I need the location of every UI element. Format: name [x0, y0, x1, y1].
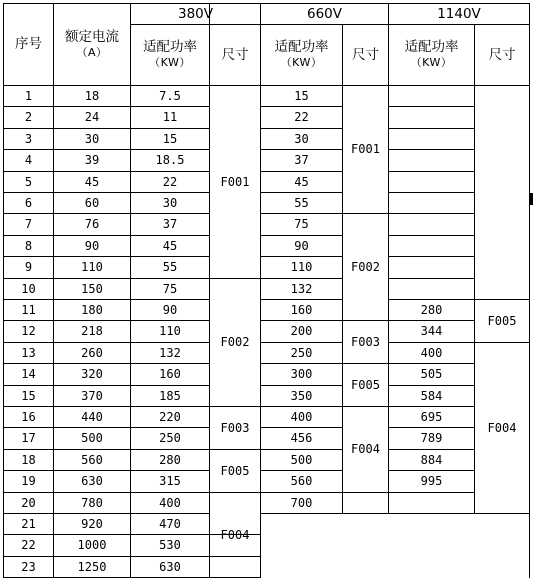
row-power-660-cell — [261, 129, 342, 149]
size-cell-660 — [343, 321, 388, 363]
row-power-660-cell — [261, 407, 342, 427]
row-power-660: 400 — [290, 409, 313, 424]
row-power-380-cell — [131, 471, 209, 492]
size-cell-660 — [343, 493, 388, 513]
row-current: 1000 — [77, 538, 107, 552]
row-seq: 18 — [21, 452, 36, 467]
size-cell-660 — [343, 364, 388, 406]
header-power — [261, 25, 342, 85]
row-current-cell — [54, 129, 130, 149]
row-power-660-cell — [261, 172, 342, 192]
row-power-380: 11 — [162, 110, 178, 124]
row-power-380-cell — [131, 535, 209, 556]
row-power-1140: 789 — [420, 431, 443, 445]
row-power-660: 300 — [290, 367, 313, 381]
row-power-380-cell — [131, 150, 209, 171]
header-size-label: 尺寸 — [352, 46, 379, 63]
row-power-1140-cell — [389, 86, 474, 106]
row-current: 150 — [81, 281, 103, 296]
row-current-cell — [54, 150, 130, 171]
size-label: F004 — [487, 420, 517, 435]
row-power-380: 160 — [159, 367, 181, 381]
row-power-380-cell — [131, 279, 209, 299]
row-seq-cell — [4, 129, 53, 149]
row-power-660-cell — [261, 236, 342, 256]
row-power-1140-cell — [389, 214, 474, 235]
edge-mark — [529, 193, 533, 205]
row-seq: 23 — [21, 559, 36, 574]
header-power — [131, 25, 209, 85]
row-seq-cell — [4, 300, 53, 320]
row-power-380: 30 — [162, 195, 178, 210]
row-seq-cell — [4, 279, 53, 299]
row-power-660: 700 — [290, 495, 313, 510]
row-power-1140-cell — [389, 107, 474, 128]
row-power-380: 400 — [159, 495, 181, 510]
size-cell-1140 — [475, 343, 529, 513]
header-size — [343, 25, 388, 85]
header-rated-current-unit: （A） — [76, 45, 108, 59]
row-power-380-cell — [131, 450, 209, 470]
row-seq-cell — [4, 535, 53, 556]
row-power-380-cell — [131, 514, 209, 534]
row-current-cell — [54, 386, 130, 406]
row-power-380-cell — [131, 214, 209, 235]
row-current: 110 — [81, 260, 103, 274]
row-power-660-cell — [261, 471, 342, 492]
row-power-660: 250 — [290, 345, 313, 360]
row-power-1140-cell — [389, 343, 474, 363]
size-label: F003 — [351, 334, 380, 349]
row-seq: 16 — [21, 409, 36, 424]
row-power-1140-cell — [389, 321, 474, 342]
size-label: F001 — [351, 142, 380, 156]
row-seq-cell — [4, 343, 53, 363]
row-power-660-cell — [261, 300, 342, 320]
row-current: 1250 — [77, 559, 107, 574]
row-seq: 17 — [21, 431, 36, 445]
row-power-660-cell — [261, 450, 342, 470]
row-current-cell — [54, 86, 130, 106]
row-power-1140: 995 — [420, 474, 443, 488]
row-power-1140-cell — [389, 172, 474, 192]
row-seq: 8 — [24, 238, 33, 253]
size-label: F005 — [351, 377, 380, 392]
row-seq-cell — [4, 514, 53, 534]
row-power-1140: 344 — [420, 324, 443, 338]
header-power — [389, 25, 474, 85]
size-label: F001 — [220, 174, 250, 189]
header-voltage-label: 660V — [306, 5, 342, 22]
row-power-660-cell — [261, 364, 342, 385]
row-seq-cell — [4, 236, 53, 256]
row-power-1140-cell — [389, 428, 474, 449]
row-power-380-cell — [131, 364, 209, 385]
row-power-660: 55 — [294, 195, 309, 210]
row-power-660-cell — [261, 343, 342, 363]
row-power-1140-cell — [389, 129, 474, 149]
size-cell-660 — [343, 86, 388, 213]
row-seq: 1 — [24, 88, 33, 103]
row-current: 440 — [81, 409, 103, 424]
row-current-cell — [54, 557, 130, 577]
size-label: F003 — [220, 420, 250, 435]
size-cell-380 — [210, 493, 260, 577]
row-power-660: 200 — [290, 324, 313, 338]
row-seq-cell — [4, 86, 53, 106]
row-seq: 9 — [24, 260, 33, 274]
row-current: 18 — [84, 88, 100, 103]
row-seq: 14 — [21, 367, 36, 381]
row-current-cell — [54, 321, 130, 342]
row-current: 60 — [84, 195, 100, 210]
row-power-380-cell — [131, 193, 209, 213]
row-power-380: 45 — [162, 238, 178, 253]
header-voltage-label: 380V — [177, 5, 213, 22]
row-power-380-cell — [131, 172, 209, 192]
row-power-380-cell — [131, 407, 209, 427]
row-power-1140-cell — [389, 450, 474, 470]
row-power-380: 22 — [162, 174, 178, 189]
header-power-label: 适配功率 — [143, 39, 197, 55]
row-power-380-cell — [131, 428, 209, 449]
row-current: 320 — [81, 367, 103, 381]
row-seq-cell — [4, 172, 53, 192]
row-power-380: 315 — [159, 474, 181, 488]
row-seq: 11 — [21, 302, 36, 317]
row-current-cell — [54, 364, 130, 385]
row-power-660: 22 — [294, 110, 309, 124]
row-current: 260 — [81, 345, 103, 360]
row-current: 30 — [84, 131, 100, 146]
row-power-1140-cell — [389, 364, 474, 385]
row-power-380-cell — [131, 257, 209, 278]
row-power-1140: 400 — [420, 345, 443, 360]
header-voltage — [131, 4, 260, 24]
row-current-cell — [54, 407, 130, 427]
row-power-380-cell — [131, 386, 209, 406]
row-seq: 3 — [24, 131, 33, 146]
header-rated-current-label: 额定电流 — [65, 28, 119, 45]
row-seq-cell — [4, 321, 53, 342]
row-current: 630 — [81, 474, 103, 488]
row-power-660-cell — [261, 279, 342, 299]
row-power-660-cell — [261, 86, 342, 106]
row-current: 218 — [81, 324, 103, 338]
header-power-unit: （KW） — [410, 56, 453, 69]
row-seq: 2 — [24, 110, 33, 124]
row-current-cell — [54, 172, 130, 192]
size-cell-660 — [343, 214, 388, 320]
row-power-660: 45 — [294, 174, 309, 189]
row-power-380: 530 — [159, 538, 181, 552]
size-label: F005 — [220, 463, 250, 478]
row-seq-cell — [4, 471, 53, 492]
row-power-380: 220 — [159, 409, 181, 424]
row-current-cell — [54, 471, 130, 492]
row-power-1140: 505 — [420, 367, 443, 381]
header-power-label: 适配功率 — [274, 39, 329, 55]
row-power-660: 500 — [290, 452, 313, 467]
row-power-1140: 884 — [420, 452, 443, 467]
row-seq-cell — [4, 364, 53, 385]
row-current: 90 — [84, 238, 100, 253]
size-cell-380 — [210, 279, 260, 406]
row-current-cell — [54, 343, 130, 363]
grid-v-line — [529, 3, 530, 578]
size-label: F004 — [351, 442, 380, 456]
size-cell-1140 — [475, 86, 529, 299]
header-power-unit: （KW） — [149, 56, 191, 69]
row-power-380-cell — [131, 343, 209, 363]
row-power-660: 75 — [294, 217, 309, 231]
row-power-660: 110 — [290, 260, 313, 274]
row-power-1140: 584 — [420, 388, 443, 403]
row-current-cell — [54, 428, 130, 449]
row-power-380-cell — [131, 86, 209, 106]
row-seq-cell — [4, 257, 53, 278]
row-power-660-cell — [261, 257, 342, 278]
row-power-660: 132 — [290, 281, 313, 296]
row-seq: 22 — [21, 538, 36, 552]
row-seq-cell — [4, 450, 53, 470]
row-current-cell — [54, 193, 130, 213]
row-current-cell — [54, 514, 130, 534]
row-current: 560 — [81, 452, 103, 467]
size-label: F002 — [220, 335, 250, 349]
header-seq-label: 序号 — [15, 36, 42, 52]
row-current: 920 — [81, 516, 103, 531]
row-power-380: 630 — [159, 559, 181, 574]
row-current: 76 — [84, 217, 100, 231]
grid-h-line — [260, 513, 530, 514]
grid-h-line — [3, 577, 261, 578]
size-cell-660 — [343, 407, 388, 492]
row-power-660-cell — [261, 321, 342, 342]
row-power-660-cell — [261, 150, 342, 171]
row-power-660: 37 — [294, 153, 309, 167]
row-seq-cell — [4, 386, 53, 406]
row-seq-cell — [4, 407, 53, 427]
row-seq: 12 — [21, 324, 36, 338]
row-power-1140: 695 — [420, 409, 443, 424]
row-seq: 7 — [24, 217, 33, 231]
row-power-380: 37 — [162, 217, 178, 231]
row-power-380-cell — [131, 493, 209, 513]
row-power-1140-cell — [389, 150, 474, 171]
header-voltage — [261, 4, 388, 24]
row-seq: 6 — [24, 195, 33, 210]
size-label: F005 — [487, 313, 517, 328]
row-power-1140-cell — [389, 257, 474, 278]
row-power-1140-cell — [389, 300, 474, 320]
row-power-660-cell — [261, 386, 342, 406]
row-power-1140-cell — [389, 193, 474, 213]
size-cell-380 — [210, 86, 260, 278]
row-current-cell — [54, 279, 130, 299]
header-size — [210, 25, 260, 85]
row-power-380: 18.5 — [155, 153, 185, 167]
row-current: 500 — [81, 431, 103, 445]
size-label: F002 — [351, 259, 380, 274]
row-seq: 21 — [21, 516, 36, 531]
row-seq: 20 — [21, 495, 36, 510]
row-current-cell — [54, 450, 130, 470]
row-seq: 13 — [21, 345, 36, 360]
row-current-cell — [54, 493, 130, 513]
row-power-660: 15 — [294, 88, 309, 103]
row-power-660-cell — [261, 214, 342, 235]
row-current-cell — [54, 257, 130, 278]
header-size-label: 尺寸 — [221, 46, 249, 63]
row-seq: 4 — [24, 153, 33, 167]
row-power-660: 90 — [294, 238, 309, 253]
row-power-380: 132 — [159, 345, 181, 360]
row-seq-cell — [4, 214, 53, 235]
header-rated-current — [54, 4, 130, 85]
size-cell-1140 — [475, 300, 529, 342]
row-power-660-cell — [261, 193, 342, 213]
header-size-label: 尺寸 — [488, 46, 516, 63]
row-power-660-cell — [261, 428, 342, 449]
row-current: 780 — [81, 495, 103, 510]
row-power-1140-cell — [389, 279, 474, 299]
row-power-380-cell — [131, 557, 209, 577]
row-current: 24 — [84, 110, 100, 124]
row-power-380: 185 — [159, 388, 181, 403]
row-power-380: 280 — [159, 452, 181, 467]
row-power-380-cell — [131, 129, 209, 149]
header-power-label: 适配功率 — [404, 39, 459, 55]
row-current-cell — [54, 214, 130, 235]
row-seq-cell — [4, 428, 53, 449]
row-seq: 10 — [21, 281, 36, 296]
row-current: 45 — [84, 174, 100, 189]
header-voltage — [389, 4, 529, 24]
row-current-cell — [54, 300, 130, 320]
row-seq-cell — [4, 557, 53, 577]
row-seq-cell — [4, 493, 53, 513]
row-power-660: 560 — [290, 474, 313, 488]
size-label: F004 — [220, 527, 250, 542]
row-power-660-cell — [261, 107, 342, 128]
header-seq — [4, 4, 53, 85]
row-power-380: 55 — [162, 260, 178, 274]
row-power-1140-cell — [389, 471, 474, 492]
row-power-380: 250 — [159, 431, 181, 445]
header-size — [475, 25, 529, 85]
row-power-380-cell — [131, 107, 209, 128]
row-power-1140-cell — [389, 386, 474, 406]
row-power-660: 160 — [290, 302, 313, 317]
row-power-660: 30 — [294, 131, 309, 146]
row-current-cell — [54, 535, 130, 556]
row-power-380: 470 — [159, 516, 181, 531]
row-current: 39 — [84, 153, 100, 167]
row-power-380-cell — [131, 321, 209, 342]
row-power-380-cell — [131, 300, 209, 320]
row-power-1140-cell — [389, 407, 474, 427]
row-power-660: 456 — [290, 431, 313, 445]
row-current: 180 — [81, 302, 103, 317]
size-cell-380 — [210, 407, 260, 449]
row-power-660: 350 — [290, 388, 313, 403]
row-seq: 5 — [24, 174, 33, 189]
row-power-1140-cell — [389, 493, 474, 513]
row-power-380: 90 — [162, 302, 178, 317]
row-seq-cell — [4, 107, 53, 128]
row-seq: 15 — [21, 388, 36, 403]
header-voltage-label: 1140V — [437, 5, 481, 22]
row-current: 370 — [81, 388, 103, 403]
row-power-1140: 280 — [420, 302, 443, 317]
size-cell-380 — [210, 450, 260, 492]
header-power-unit: （KW） — [280, 56, 323, 69]
row-power-1140-cell — [389, 236, 474, 256]
row-seq-cell — [4, 193, 53, 213]
row-power-380: 7.5 — [159, 88, 181, 103]
row-current-cell — [54, 236, 130, 256]
row-current-cell — [54, 107, 130, 128]
row-power-380-cell — [131, 236, 209, 256]
row-power-380: 15 — [162, 131, 178, 146]
row-power-380: 75 — [162, 281, 178, 296]
row-seq-cell — [4, 150, 53, 171]
row-power-380: 110 — [159, 324, 181, 338]
row-power-660-cell — [261, 493, 342, 513]
row-seq: 19 — [21, 474, 36, 488]
